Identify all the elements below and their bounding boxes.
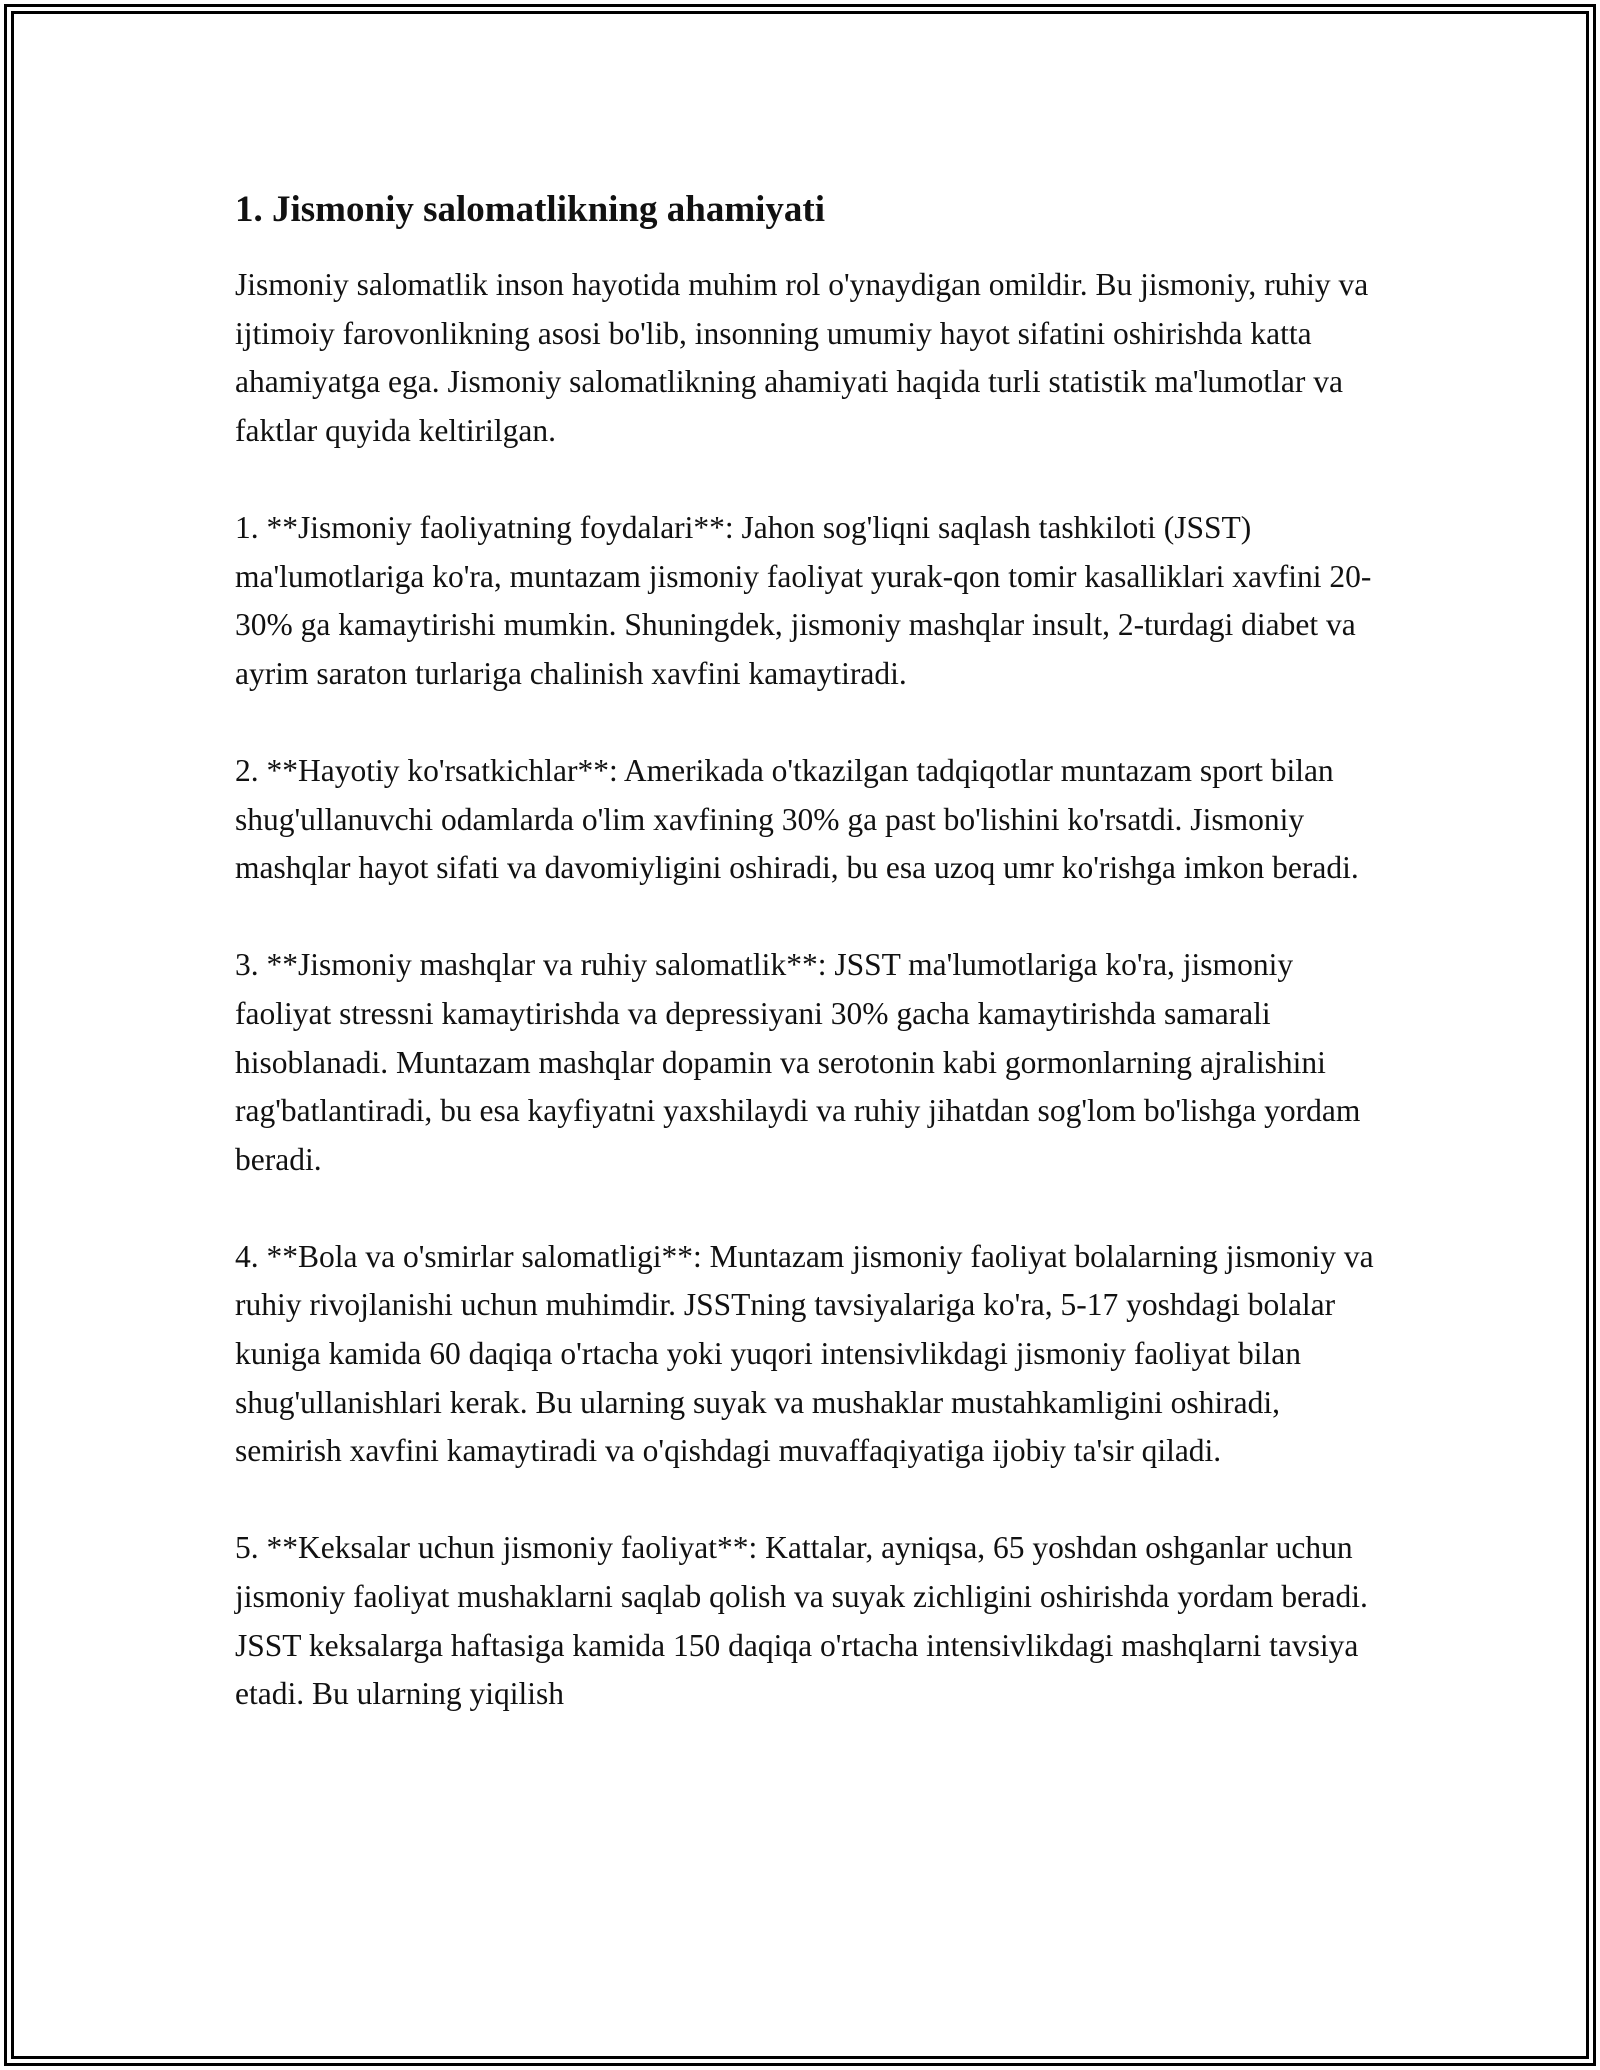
paragraph-physical-activity-benefits: 1. **Jismoniy faoliyatning foydalari**: Jahon sog'liqni saqlash tashkiloti (JSST) ma'lumotlariga ko'ra, muntazam jismoniy faoliyat yurak-qon tomir kasalliklari xavfini 20-30% ga kamaytirishi mumkin. Shuningdek, jismoniy mashqlar insult, 2-turdagi diabet va ayrim saraton turlariga chalinish xavfini kamaytiradi. — [235, 509, 1372, 691]
paragraph-vital-indicators: 2. **Hayotiy ko'rsatkichlar**: Amerikada o'tkazilgan tadqiqotlar muntazam sport bilan shug'ullanuvchi odamlarda o'lim xavfining 30% ga past bo'lishini ko'rsatdi. Jismoniy mashqlar hayot sifati va davomiyligini oshiradi, bu esa uzoq umr ko'rishga imkon beradi. — [235, 752, 1359, 886]
document-body — [235, 185, 1375, 1767]
section-heading: 1. Jismoniy salomatlikning ahamiyati — [235, 189, 826, 230]
intro-paragraph: Jismoniy salomatlik inson hayotida muhim rol o'ynaydigan omildir. Bu jismoniy, ruhiy va ijtimoiy farovonlikning asosi bo'lib, insonning umumiy hayot sifatini oshirishda katta ahamiyatga ega. Jismoniy salomatlikning ahamiyati haqida turli statistik ma'lumotlar va faktlar quyida keltirilgan. — [235, 267, 1369, 448]
paragraph-mental-health: 3. **Jismoniy mashqlar va ruhiy salomatlik**: JSST ma'lumotlariga ko'ra, jismoniy faoliyat stressni kamaytirishda va depressiyani 30% gacha kamaytirishda samarali hisoblanadi. Muntazam mashqlar dopamin va serotonin kabi gormonlarning ajralishini rag'batlantiradi, bu esa kayfiyatni yaxshilaydi va ruhiy jihatdan sog'lom bo'lishga yordam beradi. — [235, 947, 1361, 1177]
paragraph-children-health: 4. **Bola va o'smirlar salomatligi**: Muntazam jismoniy faoliyat bolalarning jismoniy va ruhiy rivojlanishi uchun muhimdir. JSSTning tavsiyalariga ko'ra, 5-17 yoshdagi bolalar kuniga kamida 60 daqiqa o'rtacha yoki yuqori intensivlikdagi jismoniy faoliyat bilan shug'ullanishlari kerak. Bu ularning suyak va mushaklar mustahkamligini oshiradi, semirish xavfini kamaytiradi va o'qishdagi muvaffaqiyatiga ijobiy ta'sir qiladi. — [235, 1238, 1374, 1469]
paragraph-elderly-activity: 5. **Keksalar uchun jismoniy faoliyat**: Kattalar, ayniqsa, 65 yoshdan oshganlar uchun jismoniy faoliyat mushaklarni saqlab qolish va suyak zichligini oshirishda yordam beradi. JSST keksalarga haftasiga kamida 150 daqiqa o'rtacha intensivlikdagi mashqlarni tavsiya etadi. Bu ularning yiqilish — [235, 1530, 1368, 1712]
